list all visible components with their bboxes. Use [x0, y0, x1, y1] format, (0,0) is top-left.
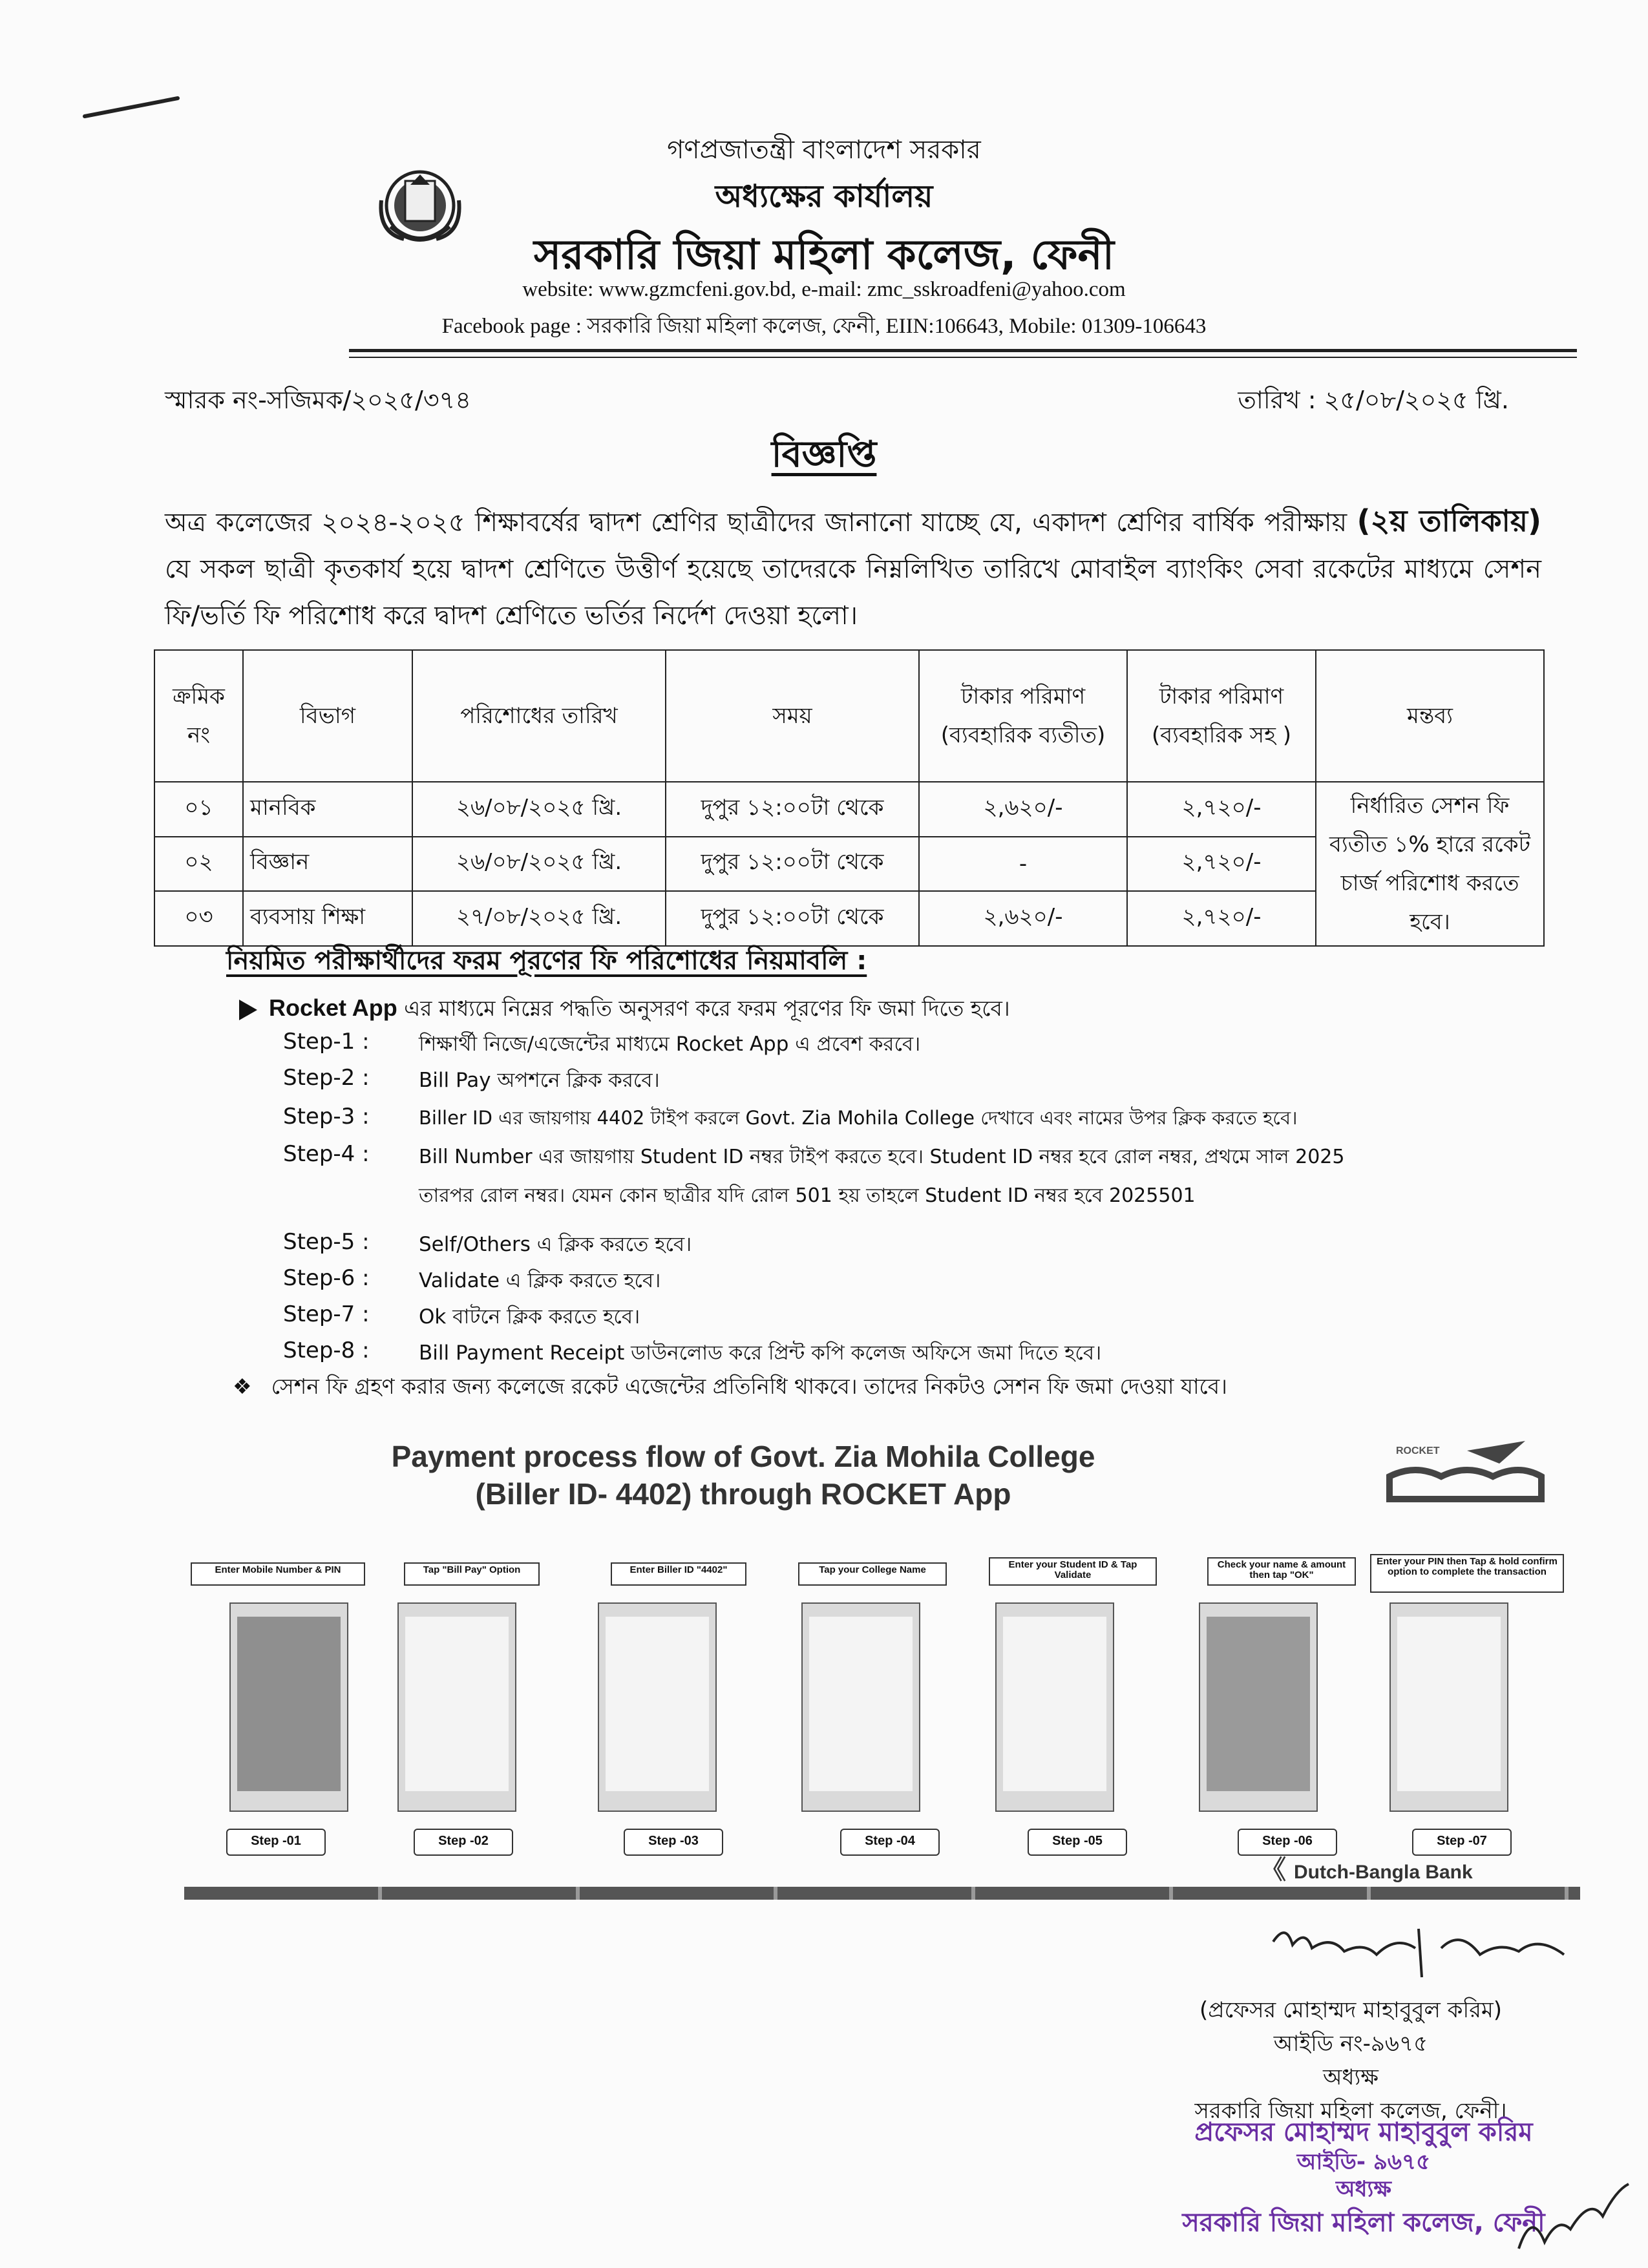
- agent-note: ❖ সেশন ফি গ্রহণ করার জন্য কলেজে রকেট এজেন্টের প্রতিনিধি থাকবে। তাদের নিকটও সেশন ফি জমা দেওয়া যাবে।: [233, 1374, 1227, 1399]
- remark-cell: নির্ধারিত সেশন ফি ব্যতীত ১% হারে রকেট চার্জ পরিশোধ করতে হবে।: [1316, 782, 1544, 946]
- col-amount-without-practical: টাকার পরিমাণ (ব্যবহারিক ব্যতীত): [919, 650, 1127, 782]
- initials-scribble: [1506, 2171, 1635, 2262]
- step-item: Step-1 : শিক্ষার্থী নিজে/এজেন্টের মাধ্যমে Rocket App এ প্রবেশ করবে।: [283, 1029, 921, 1056]
- flow-step-label: Step -02: [414, 1829, 513, 1856]
- table-row: ০৩ ব্যবসায় শিক্ষা ২৭/০৮/২০২৫ খ্রি. দুপুর ১২:০০টা থেকে ২,৬২০/- ২,৭২০/-: [154, 891, 1544, 946]
- flow-step-label: Step -04: [840, 1829, 940, 1856]
- flow-step-label: Step -07: [1412, 1829, 1512, 1856]
- payment-flow-title: Payment process flow of Govt. Zia Mohila College (Biller ID- 4402) through ROCKET App: [391, 1440, 1095, 1511]
- footer-bar: [184, 1887, 1580, 1900]
- flow-callout: Enter Mobile Number & PIN: [191, 1562, 365, 1586]
- phone-screenshot: [995, 1602, 1114, 1812]
- step-item: Step-5 : Self/Others এ ক্লিক করতে হবে।: [283, 1229, 692, 1256]
- flow-step-label: Step -05: [1028, 1829, 1127, 1856]
- contact-line: website: www.gzmcfeni.gov.bd, e-mail: zmc_sskroadfeni@yahoo.com: [522, 278, 1126, 301]
- college-name: সরকারি জিয়া মহিলা কলেজ, ফেনী: [534, 231, 1114, 279]
- stamp-id: আইডি- ৯৬৭৫: [1296, 2149, 1431, 2175]
- dutch-bangla-bank-logo: 《 Dutch-Bangla Bank: [1260, 1856, 1473, 1884]
- col-amount-with-practical: টাকার পরিমাণ (ব্যবহারিক সহ ): [1127, 650, 1316, 782]
- handwritten-signature: [1267, 1916, 1590, 1987]
- phone-screenshot: [1199, 1602, 1318, 1812]
- signatory-designation: অধ্যক্ষ: [1323, 2064, 1379, 2090]
- arrow-bullet-icon: [239, 1000, 257, 1020]
- step-item: Step-8 : Bill Payment Receipt ডাউনলোড করে প্রিন্ট কপি কলেজ অফিসে জমা দিতে হবে।: [283, 1338, 1102, 1365]
- phone-screenshot: [1389, 1602, 1508, 1812]
- signatory-college: সরকারি জিয়া মহিলা কলেজ, ফেনী।: [1194, 2098, 1507, 2124]
- header-divider: [349, 349, 1577, 352]
- rocket-logo-icon: ROCKET: [1370, 1438, 1558, 1515]
- step-item: Step-3 : Biller ID এর জায়গায় 4402 টাইপ করলে Govt. Zia Mohila College দেখাবে এবং নামের উপর ক্লিক করতে হবে।: [283, 1104, 1298, 1129]
- stamp-college: সরকারি জিয়া মহিলা কলেজ, ফেনী: [1182, 2208, 1545, 2238]
- phone-screenshot: [598, 1602, 717, 1812]
- office-heading: অধ্যক্ষের কার্যালয়: [715, 178, 933, 215]
- table-row: ০১ মানবিক ২৬/০৮/২০২৫ খ্রি. দুপুর ১২:০০টা থেকে ২,৬২০/- ২,৭২০/- নির্ধারিত সেশন ফি ব্যতীত ১% হারে রকেট চার্জ পরিশোধ করতে হবে।: [154, 782, 1544, 837]
- rocket-intro: Rocket App এর মাধ্যমে নিম্নের পদ্ধতি অনুসরণ করে ফরম পূরণের ফি জমা দিতে হবে।: [239, 992, 1010, 1028]
- dbbl-swoosh-icon: 《: [1260, 1856, 1286, 1884]
- phone-screenshot: [397, 1602, 516, 1812]
- flow-callout: Tap your College Name: [798, 1562, 947, 1586]
- flow-callout: Enter your Student ID & Tap Validate: [989, 1557, 1157, 1586]
- flow-callout: Enter your PIN then Tap & hold confirm option to complete the transaction: [1370, 1554, 1564, 1593]
- pen-stroke-mark: [81, 90, 184, 123]
- col-department: বিভাগ: [243, 650, 412, 782]
- table-header-row: [154, 650, 1544, 782]
- table-row: ০২ বিজ্ঞান ২৬/০৮/২০২৫ খ্রি. দুপুর ১২:০০টা থেকে - ২,৭২০/-: [154, 837, 1544, 892]
- stamp-name: প্রফেসর মোহাম্মদ মাহাবুবুল করিম: [1194, 2117, 1533, 2147]
- fee-schedule-table: [154, 649, 1545, 947]
- step-4-continuation: তারপর রোল নম্বর। যেমন কোন ছাত্রীর যদি রোল 501 হয় তাহলে Student ID নম্বর হবে 2025501: [419, 1184, 1196, 1207]
- signatory-id: আইডি নং-৯৬৭৫: [1273, 2031, 1428, 2057]
- government-heading: গণপ্রজাতন্ত্রী বাংলাদেশ সরকার: [667, 135, 981, 165]
- col-remarks: মন্তব্য: [1316, 650, 1544, 782]
- step-item: Step-2 : Bill Pay অপশনে ক্লিক করবে।: [283, 1065, 660, 1092]
- col-serial: ক্রমিক নং: [154, 650, 243, 782]
- col-time: সময়: [666, 650, 919, 782]
- notice-title: বিজ্ঞপ্তি: [771, 434, 877, 476]
- diamond-bullet-icon: ❖: [233, 1374, 252, 1399]
- flow-step-label: Step -06: [1238, 1829, 1337, 1856]
- flow-callout: Tap "Bill Pay" Option: [404, 1562, 540, 1586]
- step-item: Step-4 : Bill Number এর জায়গায় Student ID নম্বর টাইপ করতে হবে। Student ID নম্বর হবে রোল নম্বর, প্রথমে সাল 2025: [283, 1141, 1345, 1168]
- notice-body: অত্র কলেজের ২০২৪-২০২৫ শিক্ষাবর্ষের দ্বাদশ শ্রেণির ছাত্রীদের জানানো যাচ্ছে যে, একাদশ শ্রেণির বার্ষিক পরীক্ষায় (২য় তালিকায়) যে সকল ছাত্রী কৃতকার্য হয়ে দ্বাদশ শ্রেণিতে উত্তীর্ণ হয়েছে তাদেরকে নিম্নলিখিত তারিখে মোবাইল ব্যাংকিং সেবা রকেটের মাধ্যমে সেশন ফি/ভর্তি ফি পরিশোধ করে দ্বাদশ শ্রেণিতে ভর্তির নির্দেশ দেওয়া হলো।: [165, 503, 1541, 631]
- step-item: Step-6 : Validate এ ক্লিক করতে হবে।: [283, 1265, 661, 1292]
- flow-callout: Check your name & amount then tap "OK": [1207, 1557, 1356, 1586]
- step-item: Step-7 : Ok বাটনে ক্লিক করতে হবে।: [283, 1301, 640, 1328]
- flow-step-label: Step -03: [624, 1829, 723, 1856]
- stamp-designation: অধ্যক্ষ: [1336, 2176, 1391, 2202]
- col-payment-date: পরিশোধের তারিখ: [412, 650, 666, 782]
- facebook-line: Facebook page : সরকারি জিয়া মহিলা কলেজ, ফেনী, EIIN:106643, Mobile: 01309-106643: [441, 315, 1207, 338]
- flow-step-label: Step -01: [226, 1829, 326, 1856]
- header-divider-thin: [349, 357, 1577, 358]
- phone-screenshot: [801, 1602, 920, 1812]
- rules-heading: নিয়মিত পরীক্ষার্থীদের ফরম পূরণের ফি পরিশোধের নিয়মাবলি :: [226, 946, 867, 976]
- phone-screenshot: [229, 1602, 348, 1812]
- signatory-name: (প্রফেসর মোহাম্মদ মাহাবুবুল করিম): [1199, 1997, 1503, 2023]
- flow-callout: Enter Biller ID "4402": [611, 1562, 746, 1586]
- memo-number: স্মারক নং-সজিমক/২০২৫/৩৭৪: [165, 386, 471, 414]
- notice-date: তারিখ : ২৫/০৮/২০২৫ খ্রি.: [1238, 386, 1509, 414]
